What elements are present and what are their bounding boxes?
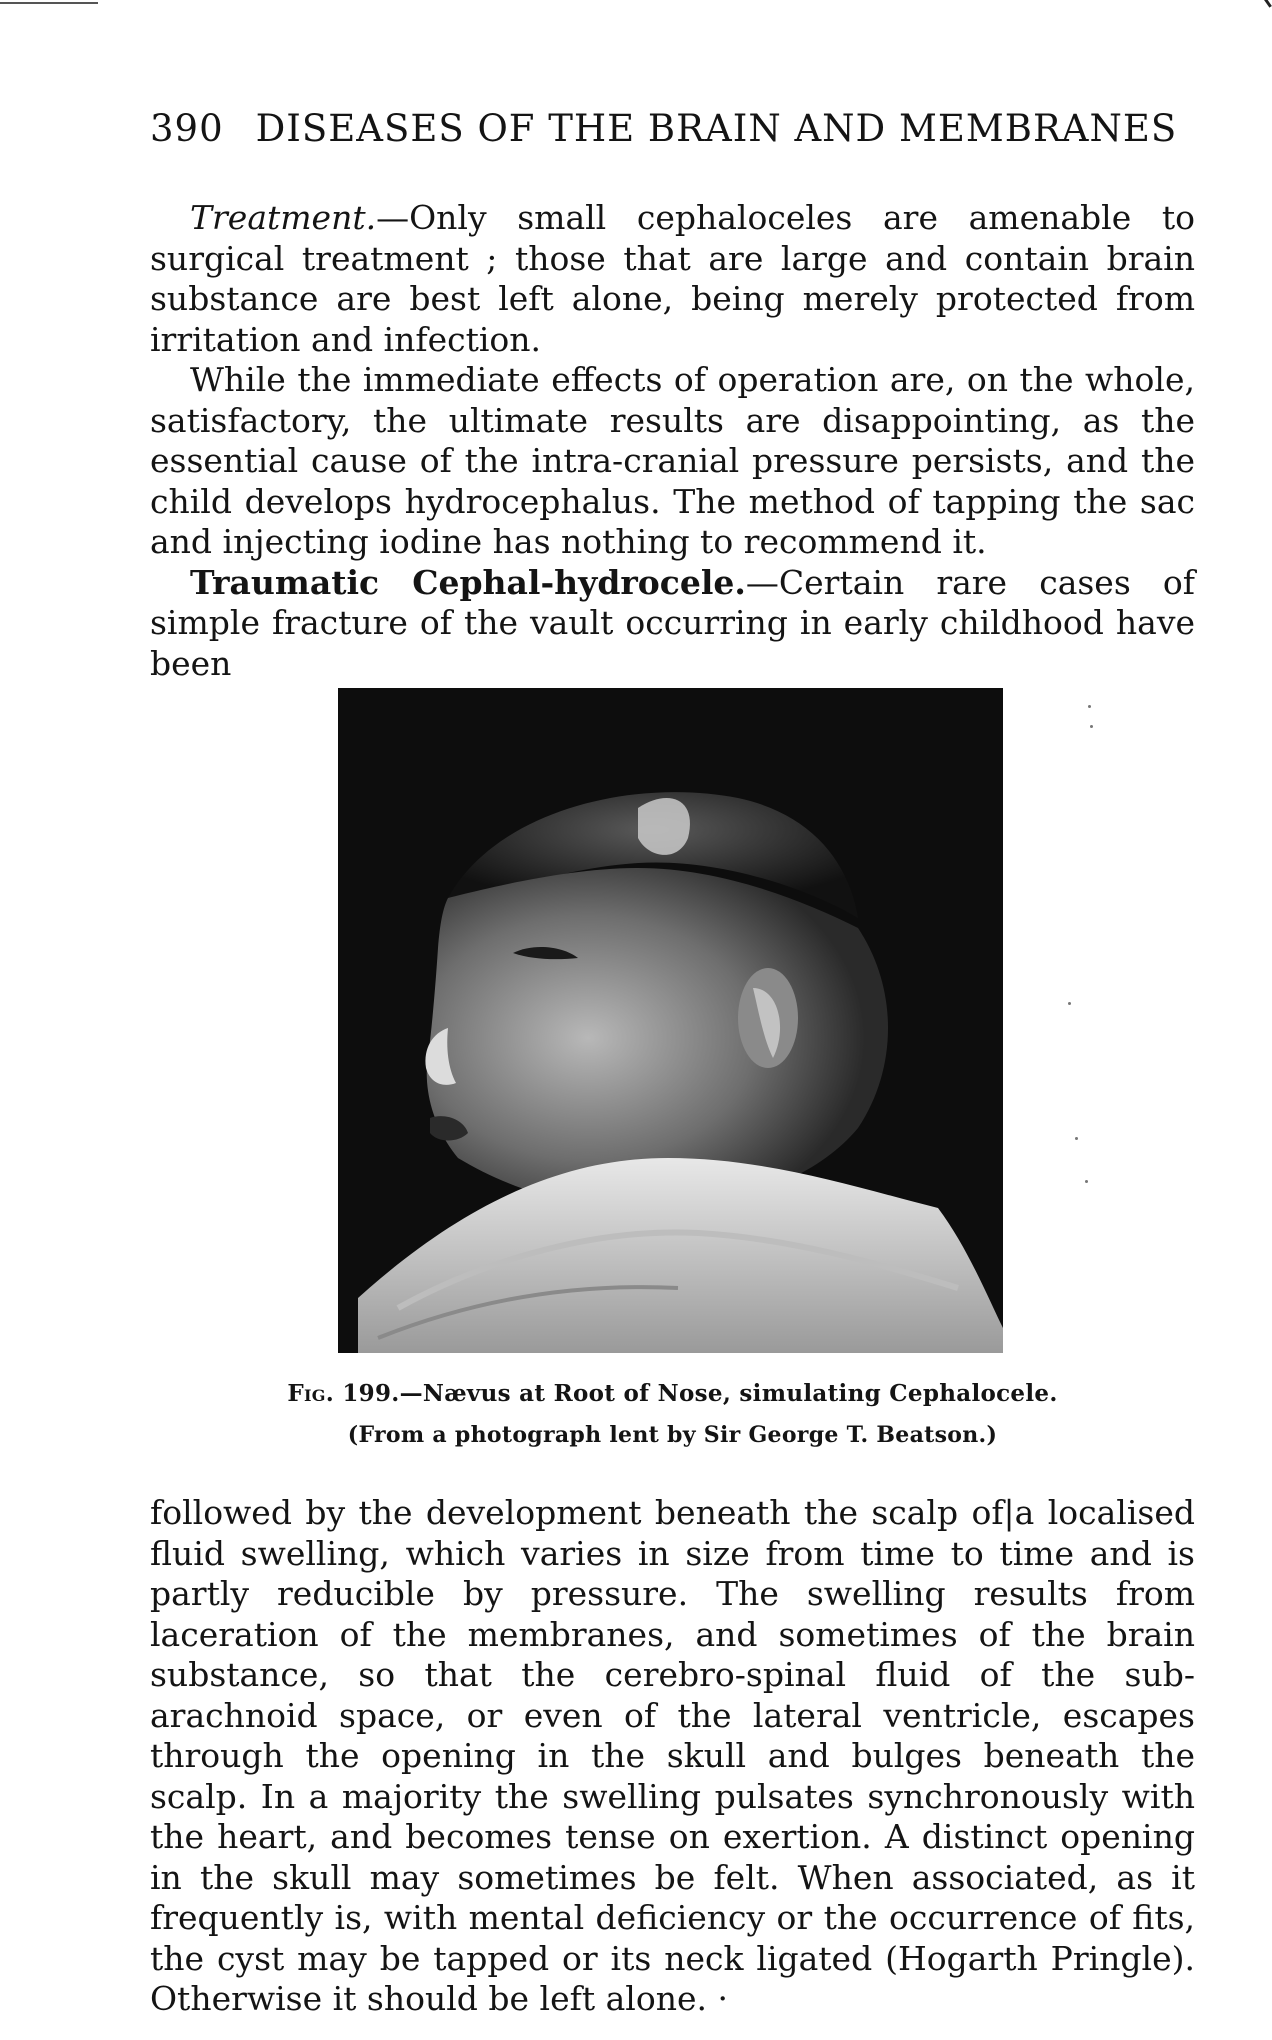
paragraph-continuation: [150, 1493, 1195, 2020]
page-number: 390: [150, 107, 224, 150]
print-speck: [1088, 705, 1091, 708]
print-speck: [1090, 725, 1093, 728]
paragraph-results: [150, 360, 1195, 563]
paragraph-traumatic: [150, 563, 1195, 685]
figure-caption-text: —Nævus at Root of Nose, simulating Cephalocele.: [399, 1380, 1058, 1407]
figure-photograph: [338, 688, 1003, 1353]
paragraph-lead: Traumatic Cephal-hydrocele.: [190, 562, 746, 602]
paragraph-text: —Only small cephaloceles are amenable to surgical treatment ; those that are large and contain brain substance are best left alone, being merely protected from irritation and infection.: [150, 198, 1195, 359]
print-speck: [1068, 1002, 1071, 1005]
print-speck: [1085, 1180, 1088, 1183]
text-block-top: [150, 198, 1195, 684]
corner-mark: [1257, 0, 1272, 12]
figure-label: Fig. 199.: [287, 1380, 400, 1407]
paragraph-treatment: [150, 198, 1195, 360]
figure-credit: (From a photograph lent by Sir George T. Beatson.): [347, 1422, 998, 1448]
running-title: DISEASES OF THE BRAIN AND MEMBRANES: [255, 107, 1178, 150]
paragraph-text: While the immediate effects of operation are, on the whole, satisfactory, the ultimate results are disappointing, as the essential cause of the intra-cranial pressure persists, and the child develops hydrocephalus. The method of tapping the sac and injecting iodine has nothing to recommend it.: [150, 360, 1195, 561]
page-header: [150, 107, 1195, 150]
paragraph-lead: Treatment.: [190, 198, 377, 237]
top-left-rule: [0, 2, 98, 4]
text-block-bottom: [150, 1493, 1195, 2020]
paragraph-text: followed by the development beneath the scalp of|a localised fluid swelling, which varies in size from time to time and is partly reducible by pressure. The swelling results from laceration of the membranes, and sometimes of the brain substance, so that the cerebro-spinal fluid of the sub-arachnoid space, or even of the lateral ventricle, escapes through the opening in the skull and bulges beneath the scalp. In a majority the swelling pulsates synchronously with the heart, and becomes tense on exertion. A distinct opening in the skull may sometimes be felt. When associated, as it frequently is, with mental deficiency or the occurrence of fits, the cyst may be tapped or its neck ligated (Hogarth Pringle). Otherwise it should be left alone. ·: [150, 1493, 1195, 2018]
figure-caption: [150, 1380, 1195, 1407]
print-speck: [1075, 1137, 1078, 1140]
infant-photo-illustration: [338, 688, 1003, 1353]
paragraph-text: —Certain rare cases of simple fracture of the vault occurring in early childhood have been: [150, 562, 1195, 683]
